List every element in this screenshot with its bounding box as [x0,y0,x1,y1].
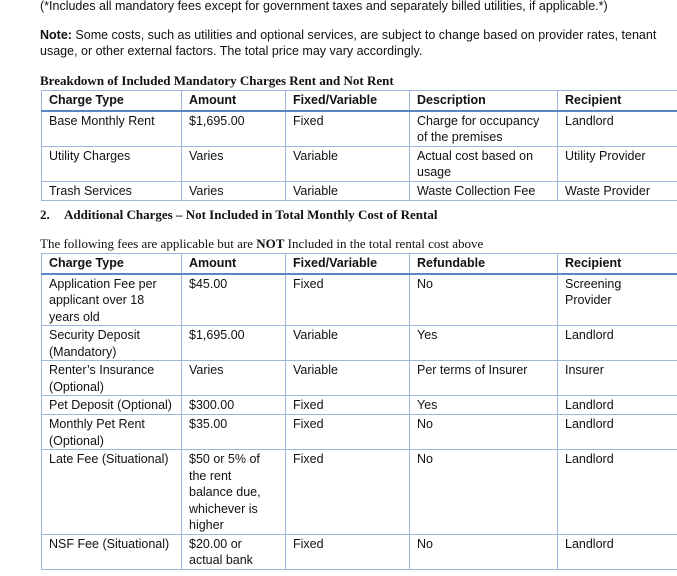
section2-heading [40,207,437,223]
table-cell: $1,695.00 [182,111,286,147]
table-cell: Varies [182,361,286,396]
table-cell: Waste Provider [558,181,677,200]
table-cell: Application Fee per applicant over 18 years old [42,274,182,326]
column-header: Fixed/Variable [286,254,410,274]
table-cell: Utility Provider [558,146,677,181]
table-cell: Yes [410,396,558,415]
table-cell: $20.00 or actual bank [182,534,286,569]
table-cell: Base Monthly Rent [42,111,182,147]
table-cell: Actual cost based on usage [410,146,558,181]
column-header: Charge Type [42,254,182,274]
section2-intro-not: NOT [256,236,285,251]
note-label: Note: [40,28,72,42]
section2-intro-after: Included in the total rental cost above [284,236,484,251]
additional-charges-table [41,253,677,570]
table-row [42,146,677,181]
table-cell: No [410,450,558,535]
table-cell: Landlord [558,396,677,415]
column-header: Recipient [558,91,677,111]
section2-number: 2. [40,207,50,222]
section2-intro [40,236,483,252]
table-cell: $35.00 [182,415,286,450]
column-header: Amount [182,91,286,111]
note-paragraph [40,27,660,59]
table-cell: Late Fee (Situational) [42,450,182,535]
section2-title: Additional Charges – Not Included in Total Monthly Cost of Rental [64,207,438,222]
table-cell: Variable [286,181,410,200]
table-row [42,326,677,361]
included-charges-table [41,90,677,201]
table-cell: Fixed [286,450,410,535]
table-cell: Variable [286,326,410,361]
table-row [42,415,677,450]
table-cell: Waste Collection Fee [410,181,558,200]
table-cell: Variable [286,361,410,396]
table-row [42,274,677,326]
column-header: Recipient [558,254,677,274]
table-cell: $1,695.00 [182,326,286,361]
column-header: Fixed/Variable [286,91,410,111]
table-cell: Variable [286,146,410,181]
table-cell: Fixed [286,274,410,326]
table-row [42,450,677,535]
column-header: Refundable [410,254,558,274]
table-cell: Fixed [286,415,410,450]
table-cell: Fixed [286,534,410,569]
table-cell: Fixed [286,396,410,415]
column-header: Charge Type [42,91,182,111]
note-text: Some costs, such as utilities and optional services, are subject to change based on provider rates, tenant usage, or other external factors. The total price may vary accordingly. [40,28,657,58]
table-cell: Landlord [558,111,677,147]
table-cell: Per terms of Insurer [410,361,558,396]
table-row [42,111,677,147]
section1-heading: Breakdown of Included Mandatory Charges Rent and Not Rent [40,73,394,88]
table-cell: Landlord [558,326,677,361]
column-header: Amount [182,254,286,274]
table-cell: Trash Services [42,181,182,200]
column-header: Description [410,91,558,111]
table-cell: Landlord [558,534,677,569]
table-cell: Screening Provider [558,274,677,326]
table-row [42,534,677,569]
table-cell: Renter’s Insurance (Optional) [42,361,182,396]
table-header-row [42,254,677,274]
table-cell: Varies [182,181,286,200]
table-cell: Monthly Pet Rent (Optional) [42,415,182,450]
table-cell: Security Deposit (Mandatory) [42,326,182,361]
table-row [42,361,677,396]
table-row [42,396,677,415]
table-cell: Pet Deposit (Optional) [42,396,182,415]
table-cell: Landlord [558,415,677,450]
section2-intro-before: The following fees are applicable but are [40,236,257,251]
table-cell: Insurer [558,361,677,396]
table-cell: No [410,534,558,569]
table-row [42,181,677,200]
table-cell: Landlord [558,450,677,535]
table-cell: $45.00 [182,274,286,326]
table-cell: $300.00 [182,396,286,415]
table-cell: Utility Charges [42,146,182,181]
table-cell: Charge for occupancy of the premises [410,111,558,147]
table-cell: Fixed [286,111,410,147]
table-cell: No [410,274,558,326]
table-cell: No [410,415,558,450]
table-cell: NSF Fee (Situational) [42,534,182,569]
table-cell: Yes [410,326,558,361]
includes-note: (*Includes all mandatory fees except for government taxes and separately billed utilities, if applicable.*) [40,0,608,13]
table-cell: $50 or 5% of the rent balance due, whichever is higher [182,450,286,535]
table-cell: Varies [182,146,286,181]
table-header-row [42,91,677,111]
